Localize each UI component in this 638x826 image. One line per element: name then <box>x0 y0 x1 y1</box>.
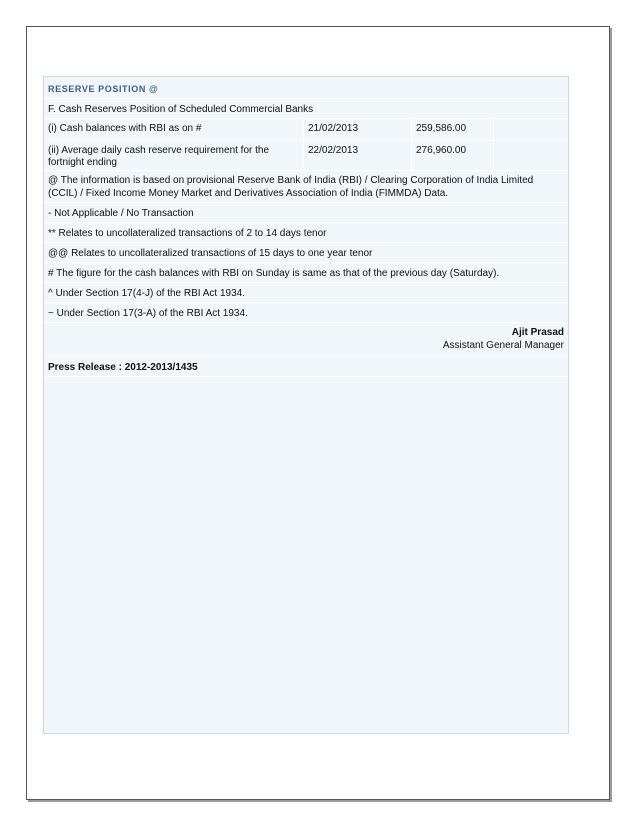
signatory-name: Ajit Prasad <box>511 327 564 338</box>
table-row <box>44 141 568 171</box>
footnote-section-17-4j: ^ Under Section 17(4-J) of the RBI Act 1934. <box>44 283 568 303</box>
row-empty-cell <box>494 119 568 140</box>
footnote-2-14-days: ** Relates to uncollateralized transactions of 2 to 14 days tenor <box>44 223 568 243</box>
footnote-section-17-3a: ~ Under Section 17(3-A) of the RBI Act 1934. <box>44 303 568 323</box>
row-date: 22/02/2013 <box>304 141 412 170</box>
content-panel <box>43 76 569 734</box>
footnote-sunday-balance: # The figure for the cash balances with RBI on Sunday is same as that of the previous day (Saturday). <box>44 263 568 283</box>
document-page <box>26 26 610 800</box>
table-row <box>44 119 568 141</box>
row-label: (i) Cash balances with RBI as on # <box>44 119 304 140</box>
subheading: F. Cash Reserves Position of Scheduled Commercial Banks <box>44 99 568 119</box>
footnote-15-days-one-year: @@ Relates to uncollateralized transactions of 15 days to one year tenor <box>44 243 568 263</box>
signature-block <box>44 323 568 357</box>
row-date: 21/02/2013 <box>304 119 412 140</box>
row-value: 259,586.00 <box>412 119 494 140</box>
press-release-number: Press Release : 2012-2013/1435 <box>44 357 568 377</box>
signatory-title: Assistant General Manager <box>442 340 564 351</box>
row-value: 276,960.00 <box>412 141 494 170</box>
content-body <box>44 77 568 377</box>
row-empty-cell <box>494 141 568 170</box>
footnote-not-applicable: - Not Applicable / No Transaction <box>44 203 568 223</box>
footnote-data-source: @ The information is based on provisional Reserve Bank of India (RBI) / Clearing Corporation of India Limited (CCIL) / Fixed Income Money Market and Derivatives Association of India (FIMMDA) Data. <box>44 171 568 203</box>
section-title: RESERVE POSITION @ <box>44 77 568 99</box>
row-label: (ii) Average daily cash reserve requirement for the fortnight ending <box>44 141 304 170</box>
